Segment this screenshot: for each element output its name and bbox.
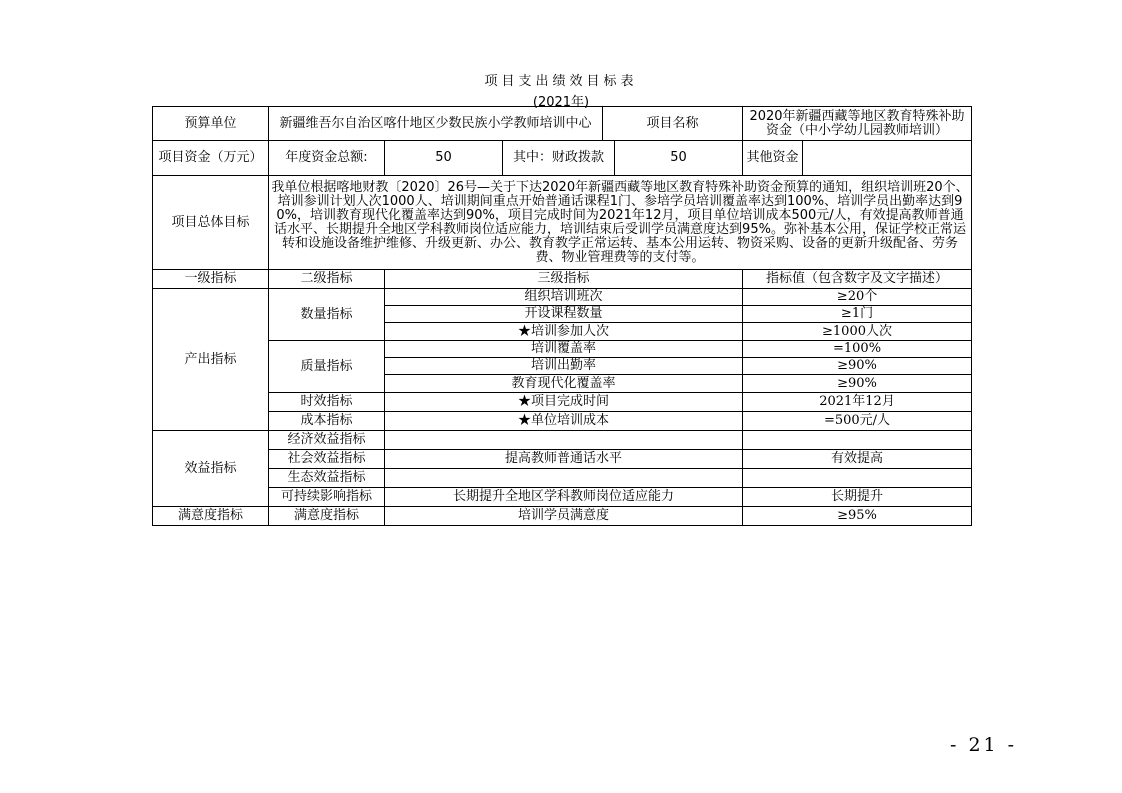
indicator-value: 有效提高	[743, 450, 972, 469]
indicator-name: 教育现代化覆盖率	[385, 375, 743, 393]
output-indicator-label: 产出指标	[153, 289, 269, 431]
fiscal-label: 其中：财政拨款	[503, 141, 615, 176]
indicator-name: 组织培训班次	[385, 289, 743, 306]
overall-goal-row	[153, 176, 972, 270]
indicator-value: =100%	[743, 341, 972, 358]
project-name-label: 项目名称	[603, 107, 743, 141]
overall-goal-label: 项目总体目标	[153, 176, 269, 270]
table-row	[153, 507, 972, 526]
cost-indicator-label: 成本指标	[269, 412, 385, 431]
indicator-name: 长期提升全地区学科教师岗位适应能力	[385, 488, 743, 507]
indicator-name: 培训覆盖率	[385, 341, 743, 358]
indicator-name	[385, 469, 743, 488]
indicator-name	[385, 431, 743, 450]
indicator-value	[743, 469, 972, 488]
value-header: 指标值（包含数字及文字描述）	[743, 270, 972, 289]
indicator-value: ≥20个	[743, 289, 972, 306]
project-name-value: 2020年新疆西藏等地区教育特殊补助资金（中小学幼儿园教师培训）	[743, 107, 972, 141]
table-title: 项目支出绩效目标表	[484, 74, 638, 89]
page-number: - 21 -	[950, 734, 1018, 756]
funds-row	[153, 141, 972, 176]
table-year: (2021年)	[532, 95, 590, 110]
indicator-value: 长期提升	[743, 488, 972, 507]
indicator-value: =500元/人	[743, 412, 972, 431]
indicator-name: ★单位培训成本	[385, 412, 743, 431]
annual-total-value: 50	[385, 141, 503, 176]
budget-unit-value: 新疆维吾尔自治区喀什地区少数民族小学教师培训中心	[269, 107, 603, 141]
indicator-value: ≥1000人次	[743, 323, 972, 341]
funds-label: 项目资金（万元）	[153, 141, 269, 176]
table-row	[153, 488, 972, 507]
level2-header: 二级指标	[269, 270, 385, 289]
ecological-benefit-label: 生态效益指标	[269, 469, 385, 488]
indicator-value: ≥1门	[743, 306, 972, 323]
indicator-name: 培训学员满意度	[385, 507, 743, 526]
indicator-header-row	[153, 270, 972, 289]
quality-indicator-label: 质量指标	[269, 341, 385, 393]
performance-goal-table	[152, 106, 972, 526]
indicator-value: ≥90%	[743, 375, 972, 393]
social-benefit-label: 社会效益指标	[269, 450, 385, 469]
level3-header: 三级指标	[385, 270, 743, 289]
economic-benefit-label: 经济效益指标	[269, 431, 385, 450]
indicator-name: ★培训参加人次	[385, 323, 743, 341]
indicator-name: 提高教师普通话水平	[385, 450, 743, 469]
satisfaction-indicator-label: 满意度指标	[153, 507, 269, 526]
indicator-name: 开设课程数量	[385, 306, 743, 323]
other-funds-label: 其他资金	[743, 141, 803, 176]
budget-unit-row	[153, 107, 972, 141]
table-row	[153, 469, 972, 488]
table-row	[153, 341, 972, 358]
indicator-value	[743, 431, 972, 450]
indicator-name: ★项目完成时间	[385, 393, 743, 412]
table-row	[153, 412, 972, 431]
fiscal-value: 50	[615, 141, 743, 176]
overall-goal-text: 我单位根据喀地财教〔2020〕26号—关于下达2020年新疆西藏等地区教育特殊补助资金预算的通知，组织培训班20个、培训参训计划人次1000人、培训期间重点开始普通话课程1门、参培学员培训覆盖率达到100%、培训学员出勤率达到90%，培训教育现代化覆盖率达到90%，项目完成时间为2021年12月，项目单位培训成本500元/人，有效提高教师普通话水平、长期提升全地区学科教师岗位适应能力，培训结束后受训学员满意度达到95%。弥补基本公用，保证学校正常运转和设施设备维护维修、升级更新、办公、教育教学正常运转、基本公用运转、物资采购、设备的更新升级配备、劳务费、物业管理费等的支付等。	[269, 176, 972, 270]
indicator-value: 2021年12月	[743, 393, 972, 412]
other-funds-value	[803, 141, 972, 176]
time-indicator-label: 时效指标	[269, 393, 385, 412]
indicator-name: 培训出勤率	[385, 358, 743, 375]
table-row	[153, 450, 972, 469]
sustainable-impact-label: 可持续影响指标	[269, 488, 385, 507]
quantity-indicator-label: 数量指标	[269, 289, 385, 341]
level1-header: 一级指标	[153, 270, 269, 289]
benefit-indicator-label: 效益指标	[153, 431, 269, 507]
annual-total-label: 年度资金总额:	[269, 141, 385, 176]
indicator-value: ≥90%	[743, 358, 972, 375]
indicator-value: ≥95%	[743, 507, 972, 526]
table-row	[153, 393, 972, 412]
budget-unit-label: 预算单位	[153, 107, 269, 141]
satisfaction-sub-label: 满意度指标	[269, 507, 385, 526]
table-row	[153, 431, 972, 450]
table-row	[153, 289, 972, 306]
